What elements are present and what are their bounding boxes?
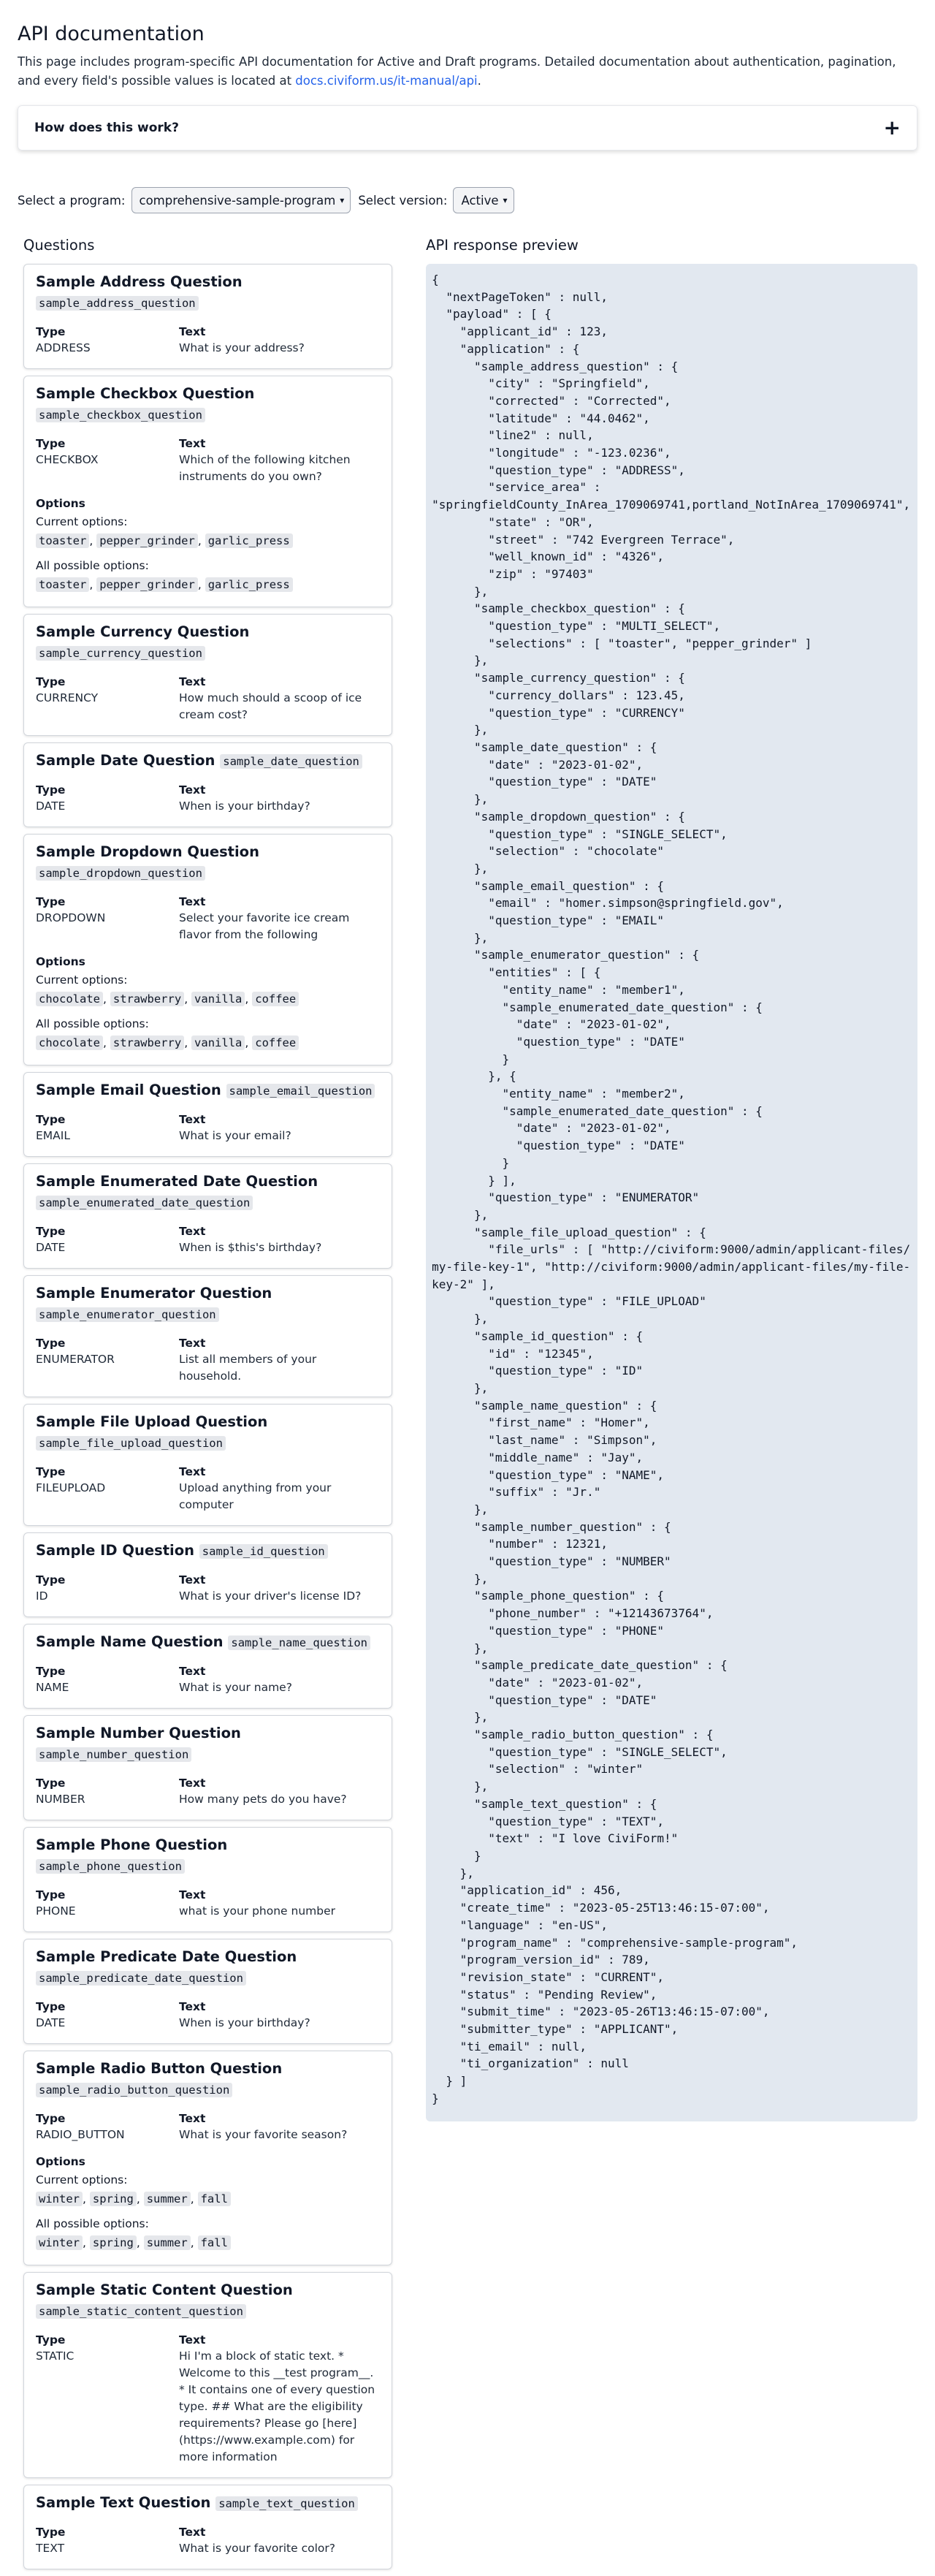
question-card <box>23 1532 392 1617</box>
question-key: sample_enumerator_question <box>36 1307 219 1322</box>
text-label: Text <box>179 783 206 797</box>
question-text: How many pets do you have? <box>179 1793 347 1806</box>
option-chip: vanilla <box>191 992 245 1006</box>
version-select-label: Select version: <box>358 193 448 208</box>
question-text: What is your favorite color? <box>179 2542 335 2555</box>
current-options-label: Current options: <box>36 2173 128 2186</box>
text-label: Text <box>179 1113 206 1126</box>
question-name: Sample Predicate Date Question <box>36 1948 297 1965</box>
text-label: Text <box>179 325 206 338</box>
option-chip: fall <box>198 2192 231 2206</box>
question-title <box>36 1080 380 1101</box>
question-card <box>23 376 392 607</box>
question-key: sample_currency_question <box>36 646 205 661</box>
type-label: Type <box>36 1113 66 1126</box>
option-chip: garlic_press <box>205 577 293 592</box>
all-options-label: All possible options: <box>36 2217 149 2230</box>
question-list <box>23 264 392 2569</box>
option-chip: coffee <box>252 1036 299 1050</box>
question-name: Sample Phone Question <box>36 1836 228 1853</box>
text-label: Text <box>179 2112 206 2125</box>
type-column <box>36 2524 179 2557</box>
question-name: Sample Static Content Question <box>36 2281 293 2298</box>
option-separator: , <box>190 2236 198 2249</box>
question-text: Which of the following kitchen instruments do you own? <box>179 453 351 483</box>
question-details <box>36 436 380 485</box>
type-label: Type <box>36 1665 66 1678</box>
option-chip: spring <box>90 2235 137 2250</box>
question-key: sample_enumerated_date_question <box>36 1196 253 1210</box>
question-text: When is $this's birthday? <box>179 1241 322 1254</box>
question-card <box>23 1163 392 1269</box>
question-options <box>36 495 380 595</box>
content-columns <box>18 237 917 2576</box>
question-name: Sample Date Question <box>36 752 215 769</box>
options-label: Options <box>36 955 85 968</box>
question-type: ADDRESS <box>36 341 91 354</box>
question-type: PHONE <box>36 1904 76 1918</box>
type-column <box>36 2332 179 2466</box>
question-card <box>23 1939 392 2044</box>
text-column <box>179 2110 376 2143</box>
type-label: Type <box>36 675 66 688</box>
question-details <box>36 1112 380 1144</box>
text-column <box>179 894 376 943</box>
option-separator: , <box>197 578 205 591</box>
option-chip: vanilla <box>191 1036 245 1050</box>
chevron-down-icon: ▾ <box>340 195 345 205</box>
question-title <box>36 1412 380 1454</box>
question-text: When is your birthday? <box>179 2016 310 2029</box>
docs-link[interactable]: docs.civiform.us/it-manual/api <box>295 74 478 88</box>
question-title <box>36 1283 380 1325</box>
option-separator: , <box>190 2192 198 2205</box>
question-key: sample_number_question <box>36 1747 191 1762</box>
option-separator: , <box>103 1036 110 1049</box>
question-options <box>36 954 380 1053</box>
type-label: Type <box>36 1465 66 1478</box>
option-chips <box>36 1033 380 1053</box>
type-column <box>36 782 179 815</box>
question-key: sample_name_question <box>228 1635 370 1650</box>
type-label: Type <box>36 895 66 908</box>
question-card <box>23 1275 392 1397</box>
question-card <box>23 2272 392 2478</box>
type-label: Type <box>36 325 66 338</box>
all-options-label: All possible options: <box>36 1017 149 1030</box>
option-chip: fall <box>198 2235 231 2250</box>
text-column <box>179 2332 376 2466</box>
program-select[interactable] <box>131 187 351 213</box>
type-column <box>36 1223 179 1256</box>
text-label: Text <box>179 1573 206 1587</box>
question-key: sample_phone_question <box>36 1859 185 1874</box>
question-details <box>36 1663 380 1696</box>
option-chip: garlic_press <box>205 533 293 548</box>
type-column <box>36 1112 179 1144</box>
question-title <box>36 622 380 664</box>
type-label: Type <box>36 2112 66 2125</box>
question-text: What is your driver's license ID? <box>179 1589 362 1603</box>
intro-text <box>18 53 917 91</box>
question-name: Sample Address Question <box>36 273 243 290</box>
option-separator: , <box>197 534 205 547</box>
option-chip: pepper_grinder <box>96 533 198 548</box>
question-details <box>36 324 380 357</box>
option-chip: strawberry <box>110 992 184 1006</box>
option-chip: chocolate <box>36 1036 103 1050</box>
question-key: sample_dropdown_question <box>36 866 205 881</box>
intro-end: . <box>477 74 481 88</box>
question-type: DATE <box>36 799 66 813</box>
question-key: sample_text_question <box>215 2496 358 2511</box>
text-label: Text <box>179 675 206 688</box>
question-key: sample_address_question <box>36 296 199 311</box>
text-label: Text <box>179 1225 206 1238</box>
question-key: sample_checkbox_question <box>36 408 205 422</box>
option-chip: strawberry <box>110 1036 184 1050</box>
text-label: Text <box>179 1465 206 1478</box>
question-type: DROPDOWN <box>36 911 106 924</box>
question-key: sample_static_content_question <box>36 2304 246 2319</box>
type-column <box>36 324 179 357</box>
option-separator: , <box>184 1036 192 1049</box>
question-key: sample_radio_button_question <box>36 2083 232 2097</box>
text-column <box>179 1223 376 1256</box>
question-name: Sample Number Question <box>36 1725 241 1741</box>
type-label: Type <box>36 2333 66 2347</box>
question-card <box>23 1072 392 1157</box>
question-text: Select your favorite ice cream flavor from the following <box>179 911 350 941</box>
question-details <box>36 1335 380 1385</box>
question-text: What is your email? <box>179 1129 291 1142</box>
current-options-label: Current options: <box>36 515 128 528</box>
questions-heading: Questions <box>23 237 95 254</box>
option-separator: , <box>83 2236 90 2249</box>
text-column <box>179 1112 376 1144</box>
question-key: sample_predicate_date_question <box>36 1971 246 1986</box>
question-name: Sample Checkbox Question <box>36 385 255 402</box>
question-text: How much should a scoop of ice cream cost? <box>179 691 362 721</box>
question-type: NUMBER <box>36 1793 85 1806</box>
option-chip: coffee <box>252 992 299 1006</box>
text-label: Text <box>179 1337 206 1350</box>
text-column <box>179 1887 376 1920</box>
text-label: Text <box>179 437 206 450</box>
version-select[interactable] <box>453 187 514 213</box>
question-title <box>36 384 380 425</box>
plus-icon[interactable]: + <box>883 115 901 140</box>
question-type: FILEUPLOAD <box>36 1481 106 1494</box>
type-label: Type <box>36 2526 66 2539</box>
question-name: Sample Enumerated Date Question <box>36 1173 318 1190</box>
option-separator: , <box>245 1036 253 1049</box>
question-text: What is your favorite season? <box>179 2128 348 2141</box>
type-column <box>36 1335 179 1385</box>
question-type: TEXT <box>36 2542 65 2555</box>
question-details <box>36 2524 380 2557</box>
text-column <box>179 1464 376 1513</box>
accordion-title: How does this work? <box>34 121 179 135</box>
question-name: Sample Email Question <box>36 1082 221 1098</box>
api-response-preview: { "nextPageToken" : null, "payload" : [ { "applicant_id" : 123, "application" : { "sample_address_question" : { "city" : "Springfield", "corrected" : "Corrected", "latitude" : "44.0462", "line2" : null, "longitude" : "-123.0236", "question_type" : "ADDRESS", "service_area" : "springfieldCounty_InArea_1709069741,portland_NotInArea_1709069741", "state" : "OR", "street" : "742 Evergreen Terrace", "well_known_id" : "4326", "zip" : "97403" }, "sample_checkbox_question" : { "question_type" : "MULTI_SELECT", "selections" : [ "toaster", "pepper_grinder" ] }, "sample_currency_question" : { "currency_dollars" : 123.45, "question_type" : "CURRENCY" }, "sample_date_question" : { "date" : "2023-01-02", "question_type" : "DATE" }, "sample_dropdown_question" : { "question_type" : "SINGLE_SELECT", "selection" : "chocolate" }, "sample_email_question" : { "email" : "homer.simpson@springfield.gov", "question_type" : "EMAIL" }, "sample_enumerator_question" : { "entities" : [ { "entity_name" : "member1", "sample_enumerated_date_question" : { "date" : "2023-01-02", "question_type" : "DATE" } }, { "entity_name" : "member2", "sample_enumerated_date_question" : { "date" : "2023-01-02", "question_type" : "DATE" } } ], "question_type" : "ENUMERATOR" }, "sample_file_upload_question" : { "file_urls" : [ "http://civiform:9000/admin/applicant-files/my-file-key-1", "http://civiform:9000/admin/applicant-files/my-file-key-2" ], "question_type" : "FILE_UPLOAD" }, "sample_id_question" : { "id" : "12345", "question_type" : "ID" }, "sample_name_question" : { "first_name" : "Homer", "last_name" : "Simpson", "middle_name" : "Jay", "question_type" : "NAME", "suffix" : "Jr." }, "sample_number_question" : { "number" : 12321, "question_type" : "NUMBER" }, "sample_phone_question" : { "phone_number" : "+12143673764", "question_type" : "PHONE" }, "sample_predicate_date_question" : { "date" : "2023-01-02", "question_type" : "DATE" }, "sample_radio_button_question" : { "question_type" : "SINGLE_SELECT", "selection" : "winter" }, "sample_text_question" : { "question_type" : "TEXT", "text" : "I love CiviForm!" } }, "application_id" : 456, "create_time" : "2023-05-25T13:46:15-07:00", "language" : "en-US", "program_name" : "comprehensive-sample-program", "program_version_id" : 789, "revision_state" : "CURRENT", "status" : "Pending Review", "submit_time" : "2023-05-26T13:46:15-07:00", "submitter_type" : "APPLICANT", "ti_email" : null, "ti_organization" : null } ] } <box>426 264 917 2121</box>
question-options <box>36 2154 380 2253</box>
question-card <box>23 834 392 1065</box>
question-title <box>36 1540 380 1562</box>
option-chip: chocolate <box>36 992 103 1006</box>
question-type: CURRENCY <box>36 691 99 704</box>
type-label: Type <box>36 1573 66 1587</box>
question-title <box>36 272 380 314</box>
question-details <box>36 2110 380 2143</box>
question-title <box>36 2280 380 2322</box>
question-key: sample_email_question <box>226 1084 375 1098</box>
text-column <box>179 2524 376 2557</box>
question-card <box>23 2051 392 2265</box>
question-name: Sample Name Question <box>36 1633 224 1650</box>
selectors-row <box>18 186 917 215</box>
question-title <box>36 1947 380 1988</box>
question-name: Sample Dropdown Question <box>36 843 259 860</box>
question-key: sample_id_question <box>199 1544 328 1559</box>
type-column <box>36 894 179 943</box>
question-type: DATE <box>36 2016 66 2029</box>
question-details <box>36 1223 380 1256</box>
question-details <box>36 1572 380 1605</box>
question-text: Upload anything from your computer <box>179 1481 332 1511</box>
option-separator: , <box>184 992 192 1006</box>
text-column <box>179 1572 376 1605</box>
text-label: Text <box>179 1665 206 1678</box>
preview-heading: API response preview <box>426 237 579 254</box>
question-text: what is your phone number <box>179 1904 336 1918</box>
option-chip: summer <box>144 2235 191 2250</box>
option-separator: , <box>136 2236 144 2249</box>
text-label: Text <box>179 1777 206 1790</box>
question-card <box>23 742 392 827</box>
type-label: Type <box>36 1337 66 1350</box>
intro-body: This page includes program-specific API documentation for Active and Draft programs. Detailed documentation about authentication, pagination, and every field's possible values is located at <box>18 55 896 88</box>
text-column <box>179 674 376 723</box>
option-separator: , <box>89 534 97 547</box>
question-card <box>23 2485 392 2569</box>
option-separator: , <box>245 992 253 1006</box>
text-column <box>179 324 376 357</box>
question-type: NAME <box>36 1681 69 1694</box>
option-chips <box>36 574 380 595</box>
question-card <box>23 1827 392 1932</box>
option-chip: toaster <box>36 577 89 592</box>
text-label: Text <box>179 1888 206 1901</box>
question-text: What is your name? <box>179 1681 292 1694</box>
text-column <box>179 1663 376 1696</box>
current-options-label: Current options: <box>36 973 128 987</box>
option-separator: , <box>103 992 110 1006</box>
page-title: API documentation <box>18 23 205 45</box>
question-title <box>36 1632 380 1653</box>
question-details <box>36 782 380 815</box>
question-type: DATE <box>36 1241 66 1254</box>
option-chips <box>36 2189 380 2209</box>
option-chips <box>36 989 380 1009</box>
text-column <box>179 1775 376 1808</box>
text-column <box>179 782 376 815</box>
question-details <box>36 2332 380 2466</box>
type-column <box>36 1999 179 2032</box>
question-details <box>36 1999 380 2032</box>
type-column <box>36 1775 179 1808</box>
question-name: Sample Enumerator Question <box>36 1285 272 1302</box>
chevron-down-icon: ▾ <box>503 195 508 205</box>
question-text: What is your address? <box>179 341 305 354</box>
question-type: CHECKBOX <box>36 453 99 466</box>
all-options-label: All possible options: <box>36 559 149 572</box>
type-label: Type <box>36 437 66 450</box>
type-label: Type <box>36 2000 66 2013</box>
question-card <box>23 1624 392 1709</box>
option-chips <box>36 2233 380 2253</box>
question-name: Sample Radio Button Question <box>36 2060 283 2077</box>
option-chip: winter <box>36 2235 83 2250</box>
option-chip: spring <box>90 2192 137 2206</box>
type-column <box>36 1663 179 1696</box>
questions-column <box>23 237 392 2576</box>
type-column <box>36 674 179 723</box>
question-type: STATIC <box>36 2349 75 2363</box>
option-chip: pepper_grinder <box>96 577 198 592</box>
text-column <box>179 1999 376 2032</box>
question-title <box>36 751 380 772</box>
question-title <box>36 842 380 884</box>
question-text: Hi I'm a block of static text. * Welcome to this __test program__. * It contains one of every question type. ## What are the eligibility requirements? Please go [here](https://www.example.com) for more information <box>179 2349 375 2463</box>
type-column <box>36 436 179 485</box>
question-type: RADIO_BUTTON <box>36 2128 125 2141</box>
text-column <box>179 1335 376 1385</box>
option-chip: summer <box>144 2192 191 2206</box>
question-text: List all members of your household. <box>179 1353 317 1383</box>
option-separator: , <box>89 578 97 591</box>
question-title <box>36 2059 380 2100</box>
type-label: Type <box>36 1225 66 1238</box>
preview-column <box>426 237 917 2576</box>
type-label: Type <box>36 783 66 797</box>
program-select-value: comprehensive-sample-program <box>139 193 336 208</box>
question-name: Sample Currency Question <box>36 623 250 640</box>
question-card <box>23 264 392 369</box>
question-title <box>36 1835 380 1877</box>
type-label: Type <box>36 1777 66 1790</box>
type-column <box>36 1572 179 1605</box>
type-label: Type <box>36 1888 66 1901</box>
text-column <box>179 436 376 485</box>
question-text: When is your birthday? <box>179 799 310 813</box>
type-column <box>36 1887 179 1920</box>
question-type: ID <box>36 1589 48 1603</box>
question-card <box>23 1404 392 1526</box>
option-chips <box>36 531 380 551</box>
question-name: Sample Text Question <box>36 2494 211 2511</box>
question-details <box>36 674 380 723</box>
text-label: Text <box>179 895 206 908</box>
version-select-value: Active <box>461 193 499 208</box>
text-label: Text <box>179 2000 206 2013</box>
question-name: Sample ID Question <box>36 1542 194 1559</box>
question-key: sample_file_upload_question <box>36 1436 226 1451</box>
options-label: Options <box>36 2155 85 2168</box>
question-key: sample_date_question <box>220 754 362 769</box>
question-details <box>36 1775 380 1808</box>
option-chip: winter <box>36 2192 83 2206</box>
text-label: Text <box>179 2526 206 2539</box>
option-chip: toaster <box>36 533 89 548</box>
type-column <box>36 2110 179 2143</box>
question-details <box>36 1464 380 1513</box>
question-title <box>36 1723 380 1765</box>
how-does-this-work-accordion[interactable] <box>18 105 917 151</box>
options-label: Options <box>36 497 85 510</box>
question-type: ENUMERATOR <box>36 1353 115 1366</box>
question-card <box>23 1715 392 1820</box>
question-name: Sample File Upload Question <box>36 1413 268 1430</box>
text-label: Text <box>179 2333 206 2347</box>
question-card <box>23 614 392 736</box>
question-title <box>36 2493 380 2514</box>
question-title <box>36 1171 380 1213</box>
option-separator: , <box>136 2192 144 2205</box>
question-details <box>36 894 380 943</box>
question-type: EMAIL <box>36 1129 70 1142</box>
type-column <box>36 1464 179 1513</box>
option-separator: , <box>83 2192 90 2205</box>
question-details <box>36 1887 380 1920</box>
program-select-label: Select a program: <box>18 193 126 208</box>
